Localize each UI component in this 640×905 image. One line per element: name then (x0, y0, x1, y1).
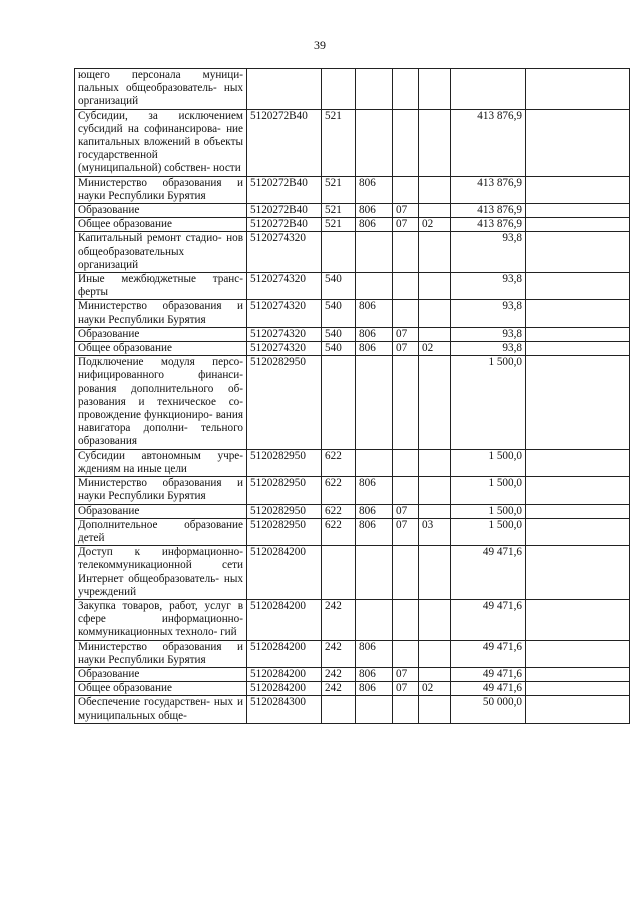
item-name-line: организаций (78, 258, 139, 271)
item-name-cell (75, 546, 247, 600)
item-name-line: ние капитальных вложений в (78, 122, 244, 149)
amount-cell: 49 471,6 (451, 599, 526, 640)
amount-cell: 413 876,9 (451, 109, 526, 176)
csr-cell: 5120282950 (247, 504, 322, 518)
amount-cell: 1 500,0 (451, 504, 526, 518)
subsection-cell (419, 273, 451, 300)
ministry-code-cell: 806 (356, 327, 393, 341)
table-row (75, 342, 630, 356)
subsection-cell: 02 (419, 682, 451, 696)
item-name-cell (75, 204, 247, 218)
item-name-line: вания навигатора дополни- (78, 409, 244, 435)
item-name-line: Образование (78, 327, 140, 340)
item-name-line: Субсидии, за исключением (78, 109, 243, 122)
expense-type-cell: 242 (322, 667, 356, 681)
item-name-line: Субсидии автономным учре- (78, 449, 243, 462)
item-name-line: ных учреждений (78, 572, 244, 598)
empty-cell (526, 504, 630, 518)
item-name-line: Министерство образования и (78, 477, 243, 490)
expense-type-cell: 242 (322, 640, 356, 667)
table-row (75, 300, 630, 327)
ministry-code-cell (356, 232, 393, 273)
csr-cell: 5120284200 (247, 667, 322, 681)
section-cell (393, 273, 419, 300)
item-name-line: Министерство образования и (78, 640, 243, 653)
subsection-cell (419, 69, 451, 110)
expense-type-cell: 622 (322, 504, 356, 518)
budget-table-body (75, 69, 630, 724)
subsection-cell (419, 640, 451, 667)
table-row (75, 204, 630, 218)
item-name-cell (75, 176, 247, 203)
item-name-line: ных и муниципальных обще- (78, 696, 243, 722)
subsection-cell: 03 (419, 518, 451, 545)
empty-cell (526, 300, 630, 327)
amount-cell: 413 876,9 (451, 218, 526, 232)
empty-cell (526, 176, 630, 203)
amount-cell: 49 471,6 (451, 640, 526, 667)
item-name-line: Иные межбюджетные транс- (78, 273, 243, 286)
item-name-line: пальных общеобразователь- (78, 82, 217, 95)
amount-cell: 413 876,9 (451, 176, 526, 203)
item-name-line: (муниципальной) собствен- (78, 162, 211, 175)
item-name-line: Министерство образования и (78, 300, 243, 313)
amount-cell: 49 471,6 (451, 667, 526, 681)
expense-type-cell: 242 (322, 682, 356, 696)
ministry-code-cell: 806 (356, 300, 393, 327)
section-cell (393, 696, 419, 723)
csr-cell: 5120284200 (247, 599, 322, 640)
expense-type-cell: 521 (322, 204, 356, 218)
empty-cell (526, 696, 630, 723)
empty-cell (526, 69, 630, 110)
subsection-cell: 02 (419, 218, 451, 232)
section-cell: 07 (393, 204, 419, 218)
table-row (75, 356, 630, 449)
empty-cell (526, 449, 630, 476)
item-name-line: коммуникационных техноло- (78, 626, 218, 639)
csr-cell: 5120274320 (247, 342, 322, 356)
expense-type-cell: 521 (322, 109, 356, 176)
item-name-line: ющего персонала муници- (78, 69, 243, 81)
subsection-cell (419, 546, 451, 600)
ministry-code-cell: 806 (356, 342, 393, 356)
empty-cell (526, 204, 630, 218)
amount-cell: 49 471,6 (451, 546, 526, 600)
expense-type-cell (322, 69, 356, 110)
table-row (75, 696, 630, 723)
csr-cell: 5120272В40 (247, 204, 322, 218)
section-cell (393, 640, 419, 667)
item-name-line: нов общеобразовательных (78, 232, 243, 258)
item-name-cell (75, 504, 247, 518)
table-row (75, 327, 630, 341)
amount-cell: 1 500,0 (451, 518, 526, 545)
item-name-line: ждениям на иные цели (78, 462, 187, 475)
item-name-cell (75, 109, 247, 176)
table-row (75, 518, 630, 545)
csr-cell: 5120274320 (247, 300, 322, 327)
section-cell (393, 176, 419, 203)
item-name-line: науки Республики Бурятия (78, 490, 206, 503)
ministry-code-cell: 806 (356, 640, 393, 667)
item-name-line: Министерство образования и (78, 176, 243, 189)
page-number: 39 (314, 38, 326, 52)
subsection-cell (419, 599, 451, 640)
ministry-code-cell: 806 (356, 667, 393, 681)
csr-cell: 5120282950 (247, 449, 322, 476)
item-name-line: тельного образования (78, 422, 243, 448)
ministry-code-cell: 806 (356, 204, 393, 218)
table-row (75, 477, 630, 504)
item-name-cell (75, 232, 247, 273)
ministry-code-cell (356, 696, 393, 723)
item-name-line: детей (78, 531, 105, 544)
table-row (75, 640, 630, 667)
item-name-line: телекоммуникационной сети (78, 559, 243, 572)
item-name-cell (75, 69, 247, 110)
item-name-line: Дополнительное образование (78, 518, 243, 531)
amount-cell: 1 500,0 (451, 477, 526, 504)
expense-type-cell: 622 (322, 449, 356, 476)
expense-type-cell: 521 (322, 176, 356, 203)
table-row (75, 546, 630, 600)
item-name-line: гий (220, 626, 237, 639)
table-row (75, 504, 630, 518)
csr-cell: 5120284200 (247, 640, 322, 667)
item-name-cell (75, 667, 247, 681)
item-name-line: Обеспечение государствен- (78, 696, 210, 709)
table-row (75, 667, 630, 681)
expense-type-cell (322, 232, 356, 273)
amount-cell: 50 000,0 (451, 696, 526, 723)
subsection-cell (419, 667, 451, 681)
amount-cell: 93,8 (451, 232, 526, 273)
item-name-cell (75, 682, 247, 696)
ministry-code-cell: 806 (356, 504, 393, 518)
expense-type-cell: 622 (322, 477, 356, 504)
csr-cell: 5120282950 (247, 518, 322, 545)
table-row (75, 109, 630, 176)
amount-cell: 1 500,0 (451, 449, 526, 476)
item-name-cell (75, 218, 247, 232)
subsection-cell (419, 477, 451, 504)
amount-cell: 93,8 (451, 342, 526, 356)
empty-cell (526, 232, 630, 273)
item-name-line: Доступ к информационно- (78, 546, 243, 559)
expense-type-cell: 540 (322, 327, 356, 341)
expense-type-cell: 540 (322, 273, 356, 300)
empty-cell (526, 356, 630, 449)
ministry-code-cell (356, 599, 393, 640)
section-cell (393, 300, 419, 327)
ministry-code-cell (356, 273, 393, 300)
budget-table (74, 68, 630, 724)
item-name-line: Общее образование (78, 218, 172, 231)
empty-cell (526, 327, 630, 341)
section-cell (393, 69, 419, 110)
amount-cell: 1 500,0 (451, 356, 526, 449)
table-row (75, 682, 630, 696)
item-name-line: провождение функциониро- (78, 409, 213, 422)
item-name-cell (75, 342, 247, 356)
section-cell: 07 (393, 518, 419, 545)
empty-cell (526, 273, 630, 300)
item-name-cell (75, 599, 247, 640)
section-cell (393, 449, 419, 476)
item-name-line: в сфере информационно- (78, 599, 244, 626)
item-name-line: науки Республики Бурятия (78, 653, 206, 666)
empty-cell (526, 218, 630, 232)
item-name-line: субсидий на софинансирова- (78, 122, 221, 135)
subsection-cell (419, 449, 451, 476)
expense-type-cell: 540 (322, 342, 356, 356)
csr-cell: 5120282950 (247, 477, 322, 504)
expense-type-cell: 540 (322, 300, 356, 327)
empty-cell (526, 682, 630, 696)
item-name-line: Закупка товаров, работ, услуг (78, 599, 231, 612)
item-name-cell (75, 300, 247, 327)
section-cell (393, 232, 419, 273)
subsection-cell: 02 (419, 342, 451, 356)
empty-cell (526, 342, 630, 356)
expense-type-cell (322, 696, 356, 723)
amount-cell (451, 69, 526, 110)
csr-cell: 5120272В40 (247, 109, 322, 176)
csr-cell: 5120284200 (247, 546, 322, 600)
csr-cell: 5120272В40 (247, 218, 322, 232)
subsection-cell (419, 204, 451, 218)
table-row (75, 599, 630, 640)
subsection-cell (419, 232, 451, 273)
item-name-line: Общее образование (78, 342, 172, 355)
subsection-cell (419, 504, 451, 518)
subsection-cell (419, 327, 451, 341)
section-cell (393, 477, 419, 504)
amount-cell: 93,8 (451, 327, 526, 341)
section-cell: 07 (393, 342, 419, 356)
item-name-line: Образование (78, 504, 140, 517)
empty-cell (526, 640, 630, 667)
subsection-cell (419, 300, 451, 327)
expense-type-cell: 242 (322, 599, 356, 640)
table-row (75, 218, 630, 232)
csr-cell: 5120274320 (247, 327, 322, 341)
section-cell (393, 356, 419, 449)
expense-type-cell: 622 (322, 518, 356, 545)
item-name-line: объекты государственной (78, 136, 243, 162)
section-cell: 07 (393, 218, 419, 232)
item-name-line: ных организаций (78, 82, 243, 108)
section-cell (393, 109, 419, 176)
item-name-cell (75, 449, 247, 476)
csr-cell: 5120272В40 (247, 176, 322, 203)
section-cell: 07 (393, 327, 419, 341)
item-name-line: ферты (78, 286, 109, 299)
empty-cell (526, 109, 630, 176)
empty-cell (526, 599, 630, 640)
item-name-line: Подключение модуля персо- (78, 356, 243, 369)
ministry-code-cell (356, 449, 393, 476)
item-name-line: разования и техническое со- (78, 395, 243, 408)
item-name-line: ности (212, 162, 241, 175)
csr-cell: 5120284200 (247, 682, 322, 696)
ministry-code-cell: 806 (356, 682, 393, 696)
csr-cell: 5120282950 (247, 356, 322, 449)
table-row (75, 176, 630, 203)
table-row (75, 232, 630, 273)
ministry-code-cell (356, 109, 393, 176)
item-name-line: рования дополнительного об- (78, 382, 243, 395)
item-name-line: науки Республики Бурятия (78, 189, 206, 202)
item-name-cell (75, 640, 247, 667)
section-cell: 07 (393, 667, 419, 681)
csr-cell (247, 69, 322, 110)
item-name-line: Общее образование (78, 682, 172, 695)
amount-cell: 93,8 (451, 273, 526, 300)
subsection-cell (419, 176, 451, 203)
csr-cell: 5120274320 (247, 232, 322, 273)
item-name-line: науки Республики Бурятия (78, 313, 206, 326)
item-name-cell (75, 273, 247, 300)
subsection-cell (419, 696, 451, 723)
item-name-cell (75, 696, 247, 723)
section-cell: 07 (393, 504, 419, 518)
empty-cell (526, 546, 630, 600)
expense-type-cell (322, 356, 356, 449)
table-row (75, 69, 630, 110)
amount-cell: 413 876,9 (451, 204, 526, 218)
expense-type-cell: 521 (322, 218, 356, 232)
csr-cell: 5120284300 (247, 696, 322, 723)
item-name-cell (75, 327, 247, 341)
section-cell (393, 599, 419, 640)
item-name-line: нифицированного финанси- (78, 369, 243, 382)
empty-cell (526, 667, 630, 681)
table-row (75, 273, 630, 300)
table-row (75, 449, 630, 476)
item-name-line: Образование (78, 204, 140, 217)
empty-cell (526, 518, 630, 545)
amount-cell: 93,8 (451, 300, 526, 327)
ministry-code-cell: 806 (356, 518, 393, 545)
item-name-line: Образование (78, 667, 140, 680)
ministry-code-cell (356, 356, 393, 449)
ministry-code-cell: 806 (356, 218, 393, 232)
subsection-cell (419, 356, 451, 449)
item-name-line: Интернет общеобразователь- (78, 572, 219, 585)
expense-type-cell (322, 546, 356, 600)
csr-cell: 5120274320 (247, 273, 322, 300)
ministry-code-cell: 806 (356, 477, 393, 504)
item-name-cell (75, 518, 247, 545)
ministry-code-cell (356, 546, 393, 600)
section-cell (393, 546, 419, 600)
empty-cell (526, 477, 630, 504)
item-name-line: Капитальный ремонт стадио- (78, 232, 222, 245)
item-name-cell (75, 477, 247, 504)
item-name-cell (75, 356, 247, 449)
section-cell: 07 (393, 682, 419, 696)
ministry-code-cell (356, 69, 393, 110)
amount-cell: 49 471,6 (451, 682, 526, 696)
ministry-code-cell: 806 (356, 176, 393, 203)
subsection-cell (419, 109, 451, 176)
